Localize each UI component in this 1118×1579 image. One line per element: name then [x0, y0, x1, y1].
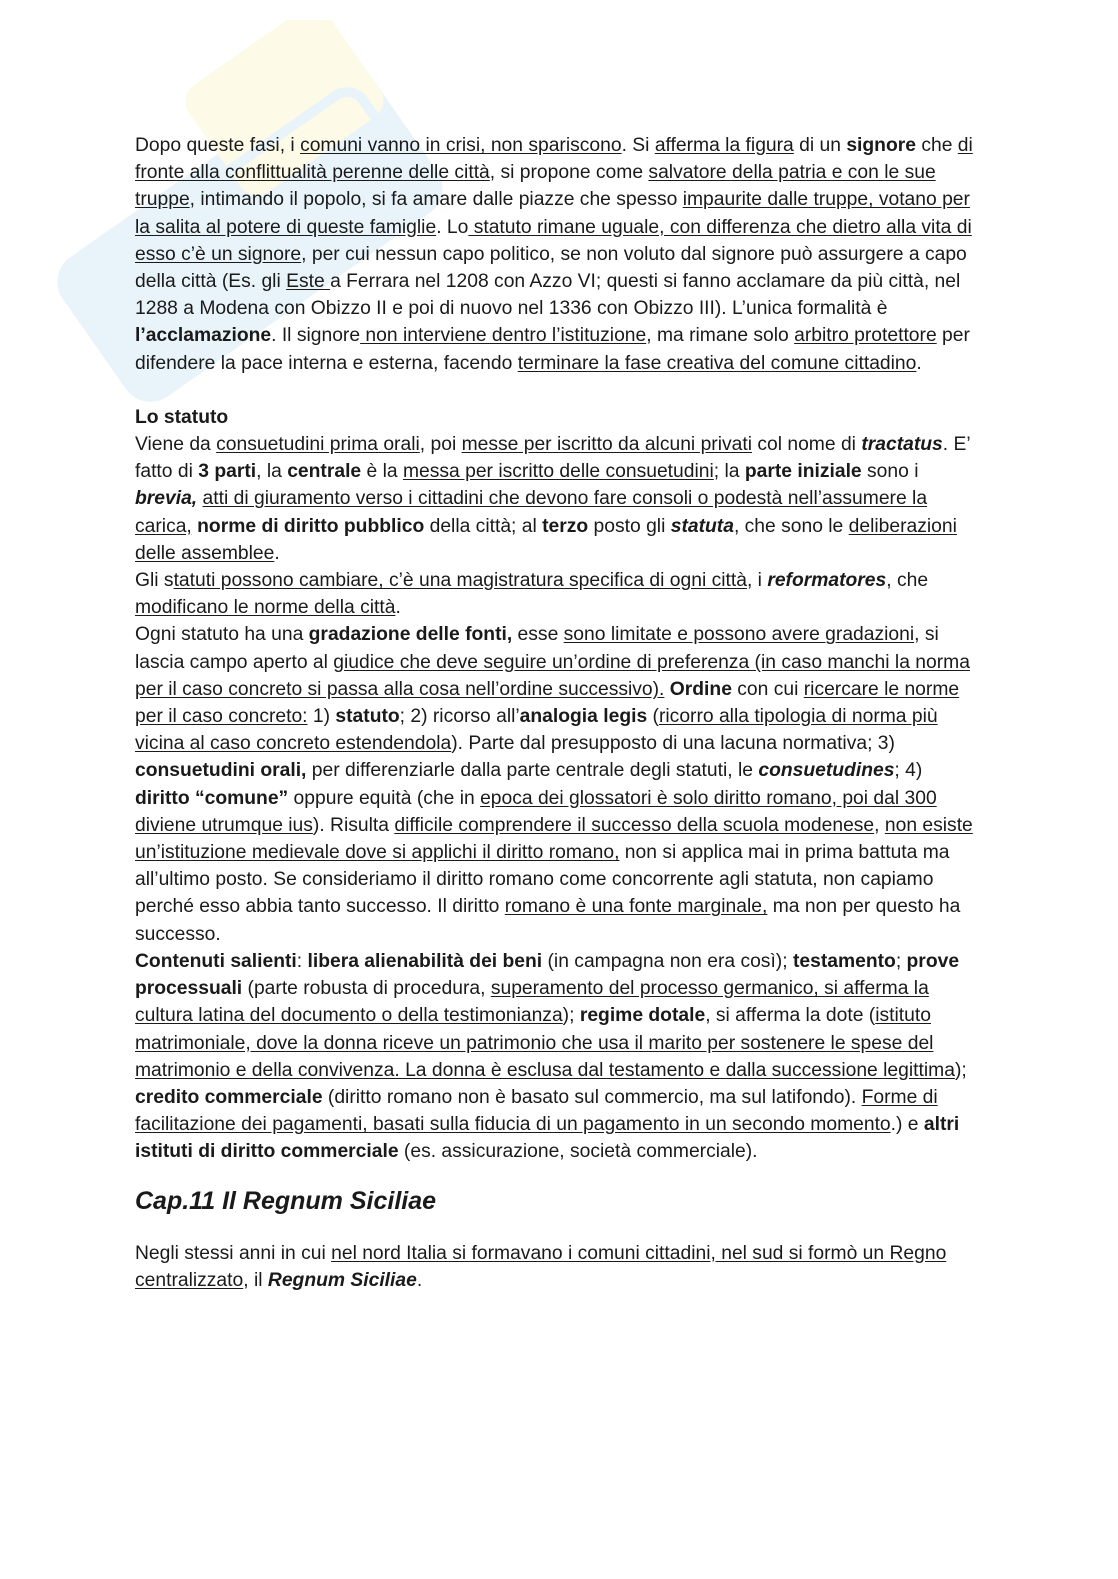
- text-run: 3 parti: [198, 461, 257, 483]
- text-run: ma non per questo ha successo.: [135, 896, 961, 945]
- text-run: statuto: [335, 706, 400, 728]
- text-run: Este: [286, 271, 331, 293]
- text-run: . Lo: [436, 216, 469, 238]
- text-run: , si afferma la dote (: [705, 1005, 876, 1027]
- paragraph-reformatores: [135, 567, 975, 621]
- text-run: epoca dei glossatori è solo diritto romano, poi dal 300 diviene utrumque ius: [135, 787, 937, 836]
- text-run: centrale: [287, 461, 362, 483]
- text-run: .: [416, 1269, 423, 1291]
- text-run: ; la: [713, 461, 745, 483]
- text-run: è la: [361, 461, 403, 483]
- text-run: di un: [793, 135, 847, 156]
- text-run: Dopo queste fasi, i: [135, 135, 301, 156]
- text-run: );: [954, 1059, 967, 1081]
- text-run: testamento: [792, 950, 896, 972]
- text-run: .: [274, 542, 280, 564]
- text-run: Contenuti salienti: [135, 950, 297, 972]
- text-run: , si lascia campo aperto al: [135, 624, 939, 673]
- text-run: terzo: [542, 515, 589, 537]
- chapter-title: Cap.11 Il Regnum Siciliae: [135, 1186, 437, 1215]
- text-run: non interviene dentro l’istituzione: [360, 325, 647, 347]
- text-run: ricorro alla tipologia di norma più vicina al caso concreto estendendola: [135, 706, 938, 755]
- text-run: , intimando il popolo, si fa amare dalle piazze che spesso: [189, 189, 683, 211]
- text-run: romano è una fonte marginale,: [504, 896, 768, 918]
- text-run: non si applica mai in prima battuta ma all’ultimo posto. Se consideriamo il diritto romano come concorrente agli statuta, non capiamo perché esso abbia tanto successo. Il diritto: [135, 842, 950, 918]
- text-run: , ma rimane solo: [646, 325, 795, 347]
- text-run: ,: [874, 814, 885, 836]
- text-run: consuetudini prima orali: [216, 434, 420, 456]
- text-run: Negli stessi anni in cui: [135, 1242, 332, 1264]
- paragraph-contenuti-salienti: [135, 948, 975, 1166]
- text-run: istituto matrimoniale, dove la donna riceve un patrimonio che usa il marito per sostenere le spese del matrimonio e della convivenza. La donna è esclusa dal testamento e dalla successione legittima: [135, 1005, 955, 1081]
- text-run: col nome di: [752, 434, 862, 456]
- text-run: brevia,: [135, 488, 198, 510]
- text-run: posto gli: [588, 515, 671, 537]
- text-run: norme di diritto pubblico: [197, 515, 425, 537]
- text-run: :: [296, 950, 308, 972]
- text-run: Forme di facilitazione dei pagamenti, basati sulla fiducia di un pagamento in un secondo momento: [135, 1086, 938, 1136]
- text-run: , il: [243, 1269, 268, 1291]
- text-run: prove processuali: [135, 950, 960, 1000]
- text-run: ). Parte dal presupposto di una lacuna normativa; 3): [451, 733, 895, 755]
- text-run: tatuti possono cambiare, c’è una magistratura specifica di ogni città: [173, 570, 747, 592]
- text-run: superamento del processo germanico, si afferma la cultura latina del documento o della testimonianza: [135, 978, 929, 1027]
- paragraph-regnum-siciliae: [135, 1240, 975, 1294]
- text-run: sono i: [861, 461, 919, 483]
- text-run: ricercare le norme per il caso concreto:: [135, 678, 960, 728]
- text-run: giudice che deve seguire un’ordine di preferenza (in caso manchi la norma per il caso concreto si passa alla cosa nell’ordine successivo).: [135, 651, 970, 700]
- paragraph-statuto-parti: [135, 431, 975, 567]
- text-run: gradazione delle fonti,: [308, 624, 513, 646]
- text-run: ; 2) ricorso all’: [399, 706, 520, 728]
- text-run: ). Risulta: [312, 814, 395, 836]
- text-run: comuni vanno in crisi, non spariscono: [300, 135, 622, 156]
- text-run: reformatores: [767, 570, 887, 592]
- text-run: (diritto romano non è basato sul commercio, ma sul latifondo).: [322, 1086, 862, 1108]
- text-run: . Il signore: [271, 325, 361, 347]
- section-title: Lo statuto: [135, 406, 229, 428]
- text-run: atti di giuramento verso i cittadini che devono fare consoli o podestà nell’assumere la carica,: [135, 488, 928, 537]
- text-run: ;: [895, 950, 907, 972]
- text-run: parte iniziale: [744, 461, 862, 483]
- paragraph-gradazione-fonti: [135, 621, 975, 947]
- text-run: credito commerciale: [135, 1086, 323, 1108]
- text-run: non esiste un’istituzione medievale dove si applichi il diritto romano,: [135, 814, 973, 864]
- text-run: con cui: [731, 678, 804, 700]
- text-run: salvatore della patria e con le sue truppe: [135, 162, 936, 211]
- text-run: tractatus: [861, 434, 943, 456]
- text-run: per differenziarle dalla parte centrale degli statuti, le: [306, 760, 759, 782]
- text-run: , per cui nessun capo politico, se non voluto dal signore può assurgere a capo della città (Es. gli: [135, 243, 967, 293]
- text-run: analogia legis: [519, 706, 648, 728]
- text-run: 1): [307, 706, 336, 728]
- text-run: esse: [512, 624, 564, 646]
- text-run: Gli s: [135, 570, 174, 592]
- text-run: della città; al: [424, 515, 543, 537]
- text-run: (es. assicurazione, società commerciale).: [398, 1141, 758, 1163]
- text-run: messe per iscritto da alcuni privati: [461, 434, 752, 456]
- text-run: afferma la figura: [654, 135, 794, 156]
- text-run: (parte robusta di procedura,: [242, 978, 491, 1000]
- text-run: Regnum Siciliae: [267, 1269, 417, 1291]
- text-run: sono limitate e possono avere gradazioni: [563, 624, 915, 646]
- text-run: statuto rimane uguale, con differenza che dietro alla vita di esso c’è un signore: [135, 216, 972, 265]
- text-run: statuta: [670, 515, 734, 537]
- text-run: , poi: [419, 434, 462, 456]
- text-run: . Si: [621, 135, 655, 156]
- text-run: Ogni statuto ha una: [135, 624, 309, 646]
- text-run: l’acclamazione: [135, 325, 272, 347]
- text-run: . E’ fatto di: [135, 434, 970, 483]
- text-run: terminare la fase creativa del comune cittadino: [517, 352, 917, 374]
- text-run: oppure equità (che in: [288, 787, 481, 809]
- text-run: (: [647, 706, 659, 728]
- text-run: consuetudini orali,: [135, 760, 307, 782]
- text-run: nel nord Italia si formavano i comuni cittadini, nel sud si formò un Regno centralizzato: [135, 1242, 947, 1291]
- document-page: [135, 132, 975, 1294]
- text-run: regime dotale: [579, 1005, 706, 1027]
- text-run: .: [916, 352, 922, 374]
- text-run: a Ferrara nel 1208 con Azzo VI; questi si fanno acclamare da più città, nel 1288 a Modena con Obizzo II e poi di nuovo nel 1336 con Obizzo III). L’unica formalità è: [135, 271, 961, 320]
- text-run: libera alienabilità dei beni: [307, 950, 543, 972]
- text-run: difficile comprendere il successo della scuola modenese: [394, 814, 875, 836]
- text-run: modificano le norme della città: [135, 597, 396, 619]
- text-run: arbitro protettore: [794, 325, 937, 347]
- text-run: diritto “comune”: [135, 787, 289, 809]
- text-run: Ordine: [669, 678, 732, 700]
- text-run: , la: [256, 461, 288, 483]
- text-run: , i: [746, 570, 768, 592]
- text-run: , che: [886, 570, 929, 592]
- text-run: (in campagna non era così);: [542, 950, 793, 972]
- text-run: che: [915, 135, 958, 156]
- text-run: di fronte alla conflittualità perenne delle città: [135, 135, 973, 184]
- text-run: Viene da: [135, 434, 217, 456]
- text-run: signore: [846, 135, 916, 156]
- text-run: consuetudines: [758, 760, 895, 782]
- text-run: .) e: [890, 1114, 924, 1136]
- spacer: [135, 377, 975, 404]
- text-run: per difendere la pace interna e esterna, facendo: [135, 325, 970, 374]
- paragraph-signore: [135, 132, 975, 377]
- text-run: );: [562, 1005, 580, 1027]
- text-run: messa per iscritto delle consuetudini: [402, 461, 714, 483]
- text-run: .: [395, 597, 401, 619]
- text-run: impaurite dalle truppe, votano per la salita al potere di queste famiglie: [135, 189, 970, 238]
- text-run: , che sono le: [733, 515, 849, 537]
- text-run: , si propone come: [489, 162, 649, 184]
- text-run: altri istituti di diritto commerciale: [135, 1114, 960, 1163]
- text-run: ; 4): [894, 760, 923, 782]
- text-run: deliberazioni delle assemblee: [135, 515, 957, 564]
